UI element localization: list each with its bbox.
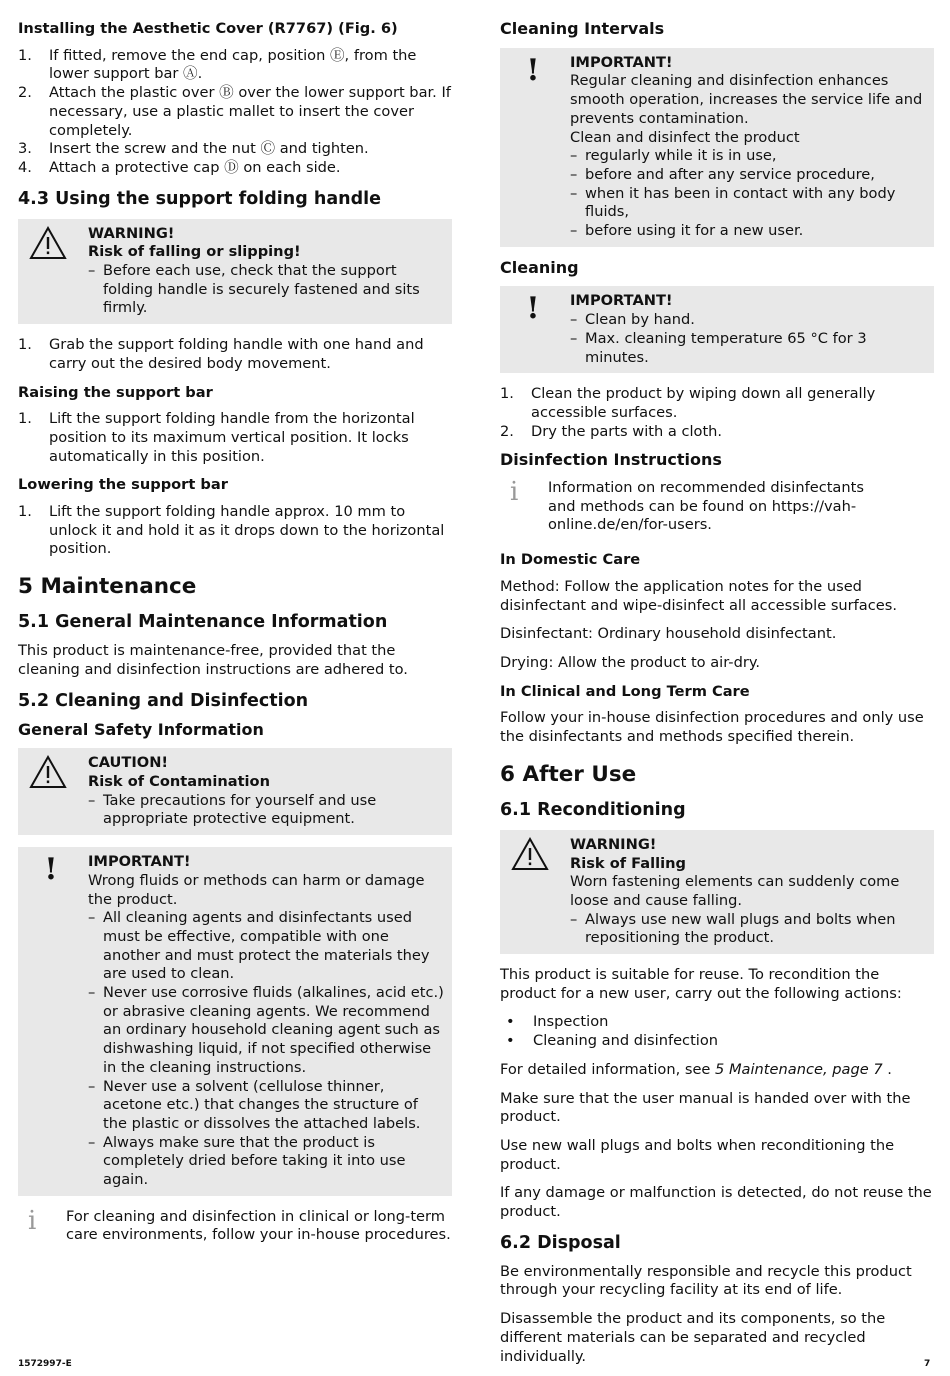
section-4-3-title: 4.3 Using the support folding handle <box>18 188 381 209</box>
exclamation-icon: ! <box>44 852 58 888</box>
cross-reference-link[interactable]: 5 Maintenance, page 7 <box>715 1060 883 1078</box>
info-note <box>18 1205 452 1245</box>
warning-triangle-icon <box>28 754 68 790</box>
list-item: 1. If fitted, remove the end cap, position Ⓔ, from the lower support bar Ⓐ. <box>18 46 417 83</box>
warning-triangle-icon <box>28 225 68 261</box>
right-column <box>500 20 934 1376</box>
caution-subtitle: Risk of Contamination <box>88 772 270 790</box>
list-item: – All cleaning agents and disinfectants used must be effective, compatible with one another and must protect the materials they are used to clean. <box>88 909 430 983</box>
lowering-heading: Lowering the support bar <box>18 476 228 494</box>
exclamation-icon: ! <box>526 291 540 327</box>
intervals-heading: Cleaning Intervals <box>500 19 665 38</box>
cover-heading: Installing the Aesthetic Cover (R7767) (Fig. 6) <box>18 20 398 37</box>
warning-label: WARNING! <box>570 835 657 853</box>
list-item: – Max. cleaning temperature 65 °C for 3 minutes. <box>570 329 867 366</box>
list-item: 2. Attach the plastic over Ⓑ over the lower support bar. If necessary, use a plastic mallet to insert the cover completely. <box>18 84 451 139</box>
disinfection-heading: Disinfection Instructions <box>500 450 722 470</box>
important-label: IMPORTANT! <box>570 292 673 310</box>
list-item: 1. Lift the support folding handle approx. 10 mm to unlock it and hold it as it drops down to the horizontal position. <box>18 503 445 558</box>
handle-steps <box>18 336 452 373</box>
list-item: – before using it for a new user. <box>570 222 804 240</box>
lowering-steps <box>18 503 452 559</box>
recondition-bullets <box>500 1013 934 1050</box>
list-item: • Inspection <box>506 1013 609 1031</box>
raising-heading: Raising the support bar <box>18 383 213 401</box>
info-icon: ⅰ <box>28 1205 37 1236</box>
list-item: – Clean by hand. <box>570 311 695 329</box>
cleaning-steps <box>500 385 934 441</box>
section-5-1-title: 5.1 General Maintenance Information <box>18 612 388 633</box>
info-icon: ⅰ <box>510 477 519 508</box>
recondition-text: This product is suitable for reuse. To recondition the product for a new user, carry out the following actions: <box>500 966 902 1002</box>
page-number: 7 <box>924 1359 931 1369</box>
cover-steps <box>18 47 452 178</box>
maintenance-text: This product is maintenance-free, provided that the cleaning and disinfection instructions are adhered to. <box>18 642 408 678</box>
caution-box <box>18 748 452 835</box>
domestic-disinfectant: Disinfectant: Ordinary household disinfectant. <box>500 625 837 643</box>
important-intro: Regular cleaning and disinfection enhances smooth operation, increases the service life and prevents contamination. <box>570 72 923 127</box>
warning-intro: Worn fastening elements can suddenly come loose and cause falling. <box>570 873 900 909</box>
section-6-2-title: 6.2 Disposal <box>500 1232 621 1253</box>
clinical-heading: In Clinical and Long Term Care <box>500 682 750 700</box>
handover-text: Make sure that the user manual is handed over with the product. <box>500 1089 911 1126</box>
damage-text: If any damage or malfunction is detected, do not reuse the product. <box>500 1184 932 1221</box>
cleaning-heading: Cleaning <box>500 257 579 277</box>
important-label: IMPORTANT! <box>570 53 673 71</box>
list-item: – before and after any service procedure, <box>570 165 875 183</box>
important-intro: Wrong fluids or methods can harm or damage the product. <box>88 871 425 908</box>
clinical-text: Follow your in-house disinfection procedures and only use the disinfectants and methods specified therein. <box>500 709 924 746</box>
list-item: – Always use new wall plugs and bolts when repositioning the product. <box>570 910 896 947</box>
list-item: – Take precautions for yourself and use appropriate protective equipment. <box>88 791 377 828</box>
doc-number: 1572997-E <box>18 1359 72 1369</box>
caution-label: CAUTION! <box>88 754 169 772</box>
list-item: 3. Insert the screw and the nut Ⓒ and tighten. <box>18 140 369 158</box>
list-item: – Never use a solvent (cellulose thinner, acetone etc.) that changes the structure of the plastic or dissolves the attached labels. <box>88 1077 421 1132</box>
list-item: – Before each use, check that the support folding handle is securely fastened and sits firmly. <box>88 262 420 317</box>
list-item: 4. Attach a protective cap Ⓓ on each side. <box>18 158 341 176</box>
info-note <box>500 479 934 535</box>
warning-subtitle: Risk of falling or slipping! <box>88 243 301 261</box>
disposal-text-2: Disassemble the product and its components, so the different materials can be separated and recycled individually. <box>500 1310 886 1365</box>
info-text: For cleaning and disinfection in clinical or long-term care environments, follow your in-house procedures. <box>66 1207 451 1244</box>
warning-triangle-icon <box>510 836 550 872</box>
info-text: Information on recommended disinfectants and methods can be found on https://vah-online.de/en/for-users. <box>548 479 864 534</box>
warning-subtitle: Risk of Falling <box>570 854 686 872</box>
domestic-drying: Drying: Allow the product to air-dry. <box>500 653 761 671</box>
list-item: – when it has been in contact with any body fluids, <box>570 184 896 221</box>
list-item: 1. Grab the support folding handle with one hand and carry out the desired body movement. <box>18 336 424 372</box>
list-item: 2. Dry the parts with a cloth. <box>500 422 723 440</box>
chapter-6-title: 6 After Use <box>500 761 637 787</box>
detailed-info: For detailed information, see 5 Maintenance, page 7 . <box>500 1060 892 1078</box>
important-box <box>18 847 452 1196</box>
list-item: • Cleaning and disinfection <box>506 1032 719 1050</box>
warning-box <box>500 830 934 954</box>
list-item: – Never use corrosive fluids (alkalines, acid etc.) or abrasive cleaning agents. We recommend an ordinary household cleaning agent such as dishwashing liquid, if not specified otherwise in the cleaning instructions. <box>88 984 444 1076</box>
exclamation-icon: ! <box>526 52 540 88</box>
section-6-1-title: 6.1 Reconditioning <box>500 799 686 820</box>
important-box <box>500 48 934 247</box>
important-label: IMPORTANT! <box>88 853 191 871</box>
safety-info-heading: General Safety Information <box>18 719 264 739</box>
section-5-2-title: 5.2 Cleaning and Disinfection <box>18 690 309 711</box>
list-item: – regularly while it is in use, <box>570 147 777 165</box>
left-column <box>18 20 452 1257</box>
list-item: 1. Clean the product by wiping down all generally accessible surfaces. <box>500 385 876 421</box>
important-box <box>500 286 934 373</box>
list-item: – Always make sure that the product is completely dried before taking it into use again. <box>88 1133 406 1189</box>
warning-label: WARNING! <box>88 224 175 242</box>
chapter-5-title: 5 Maintenance <box>18 574 197 600</box>
warning-box <box>18 219 452 325</box>
important-intro-2: Clean and disinfect the product <box>570 128 800 146</box>
disposal-text-1: Be environmentally responsible and recycle this product through your recycling facility at its end of life. <box>500 1262 912 1299</box>
domestic-method: Method: Follow the application notes for the used disinfectant and wipe-disinfect all accessible surfaces. <box>500 577 897 614</box>
domestic-heading: In Domestic Care <box>500 551 641 569</box>
plugs-text: Use new wall plugs and bolts when reconditioning the product. <box>500 1136 895 1173</box>
list-item: 1. Lift the support folding handle from the horizontal position to its maximum vertical position. It locks automatically in this position. <box>18 410 415 465</box>
raising-steps <box>18 410 452 466</box>
